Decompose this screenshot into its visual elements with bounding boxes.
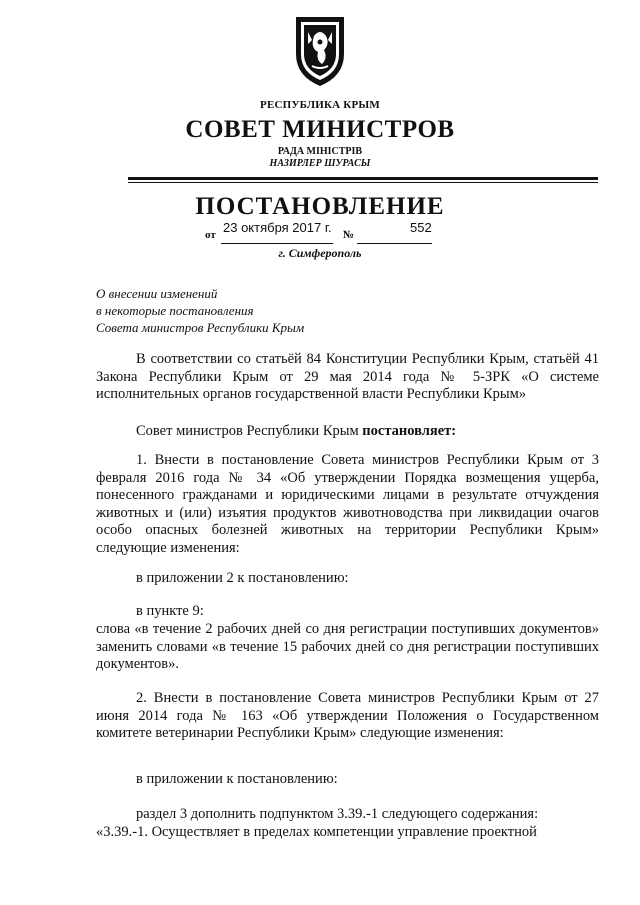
number-blank-line [357, 243, 432, 244]
resolution-heading: ПОСТАНОВЛЕНИЕ [195, 193, 445, 220]
words-change-paragraph: слова «в течение 2 рабочих дней со дня регистрации поступивших документов» заменить словами «в течение 15 рабочих дней со дня регистрации поступивших документов». [96, 621, 599, 672]
appendix-paragraph: в приложении к постановлению: [136, 771, 338, 787]
title-line: О внесении изменений [96, 286, 218, 301]
decree-verb: постановляет: [362, 423, 457, 439]
number-label: № [343, 229, 355, 241]
city: г. Симферополь [278, 246, 362, 260]
decree-subject: Совет министров Республики Крым [136, 423, 363, 439]
header-rule-thick [128, 177, 598, 180]
header-rule-thin [128, 182, 598, 183]
item-1-paragraph: 1. Внести в постановление Совета министров Республики Крым от 3 февраля 2016 года № 34 «Об утверждении Порядка возмещения ущерба, понесенного гражданами и юридическими лицами в результате отчуждения животных и (или) изъятия продуктов животноводства при ликвидации очагов особо опасных болезней животных на территории Республики Крым» следующие изменения: [96, 452, 599, 556]
decree-paragraph [96, 423, 599, 441]
preamble-paragraph: В соответствии со статьёй 84 Конституции Республики Крым, статьёй 41 Закона Республики Крым от 29 мая 2014 года № 5-ЗРК «О системе исполнительных органов государственной власти Республики Крым» [96, 351, 599, 402]
council-name: СОВЕТ МИНИСТРОВ [185, 116, 455, 143]
item-2-paragraph: 2. Внести в постановление Совета министров Республики Крым от 27 июня 2014 года № 163 «Об утверждении Положения о Государственном комитете ветеринарии Республики Крым» следующие изменения: [96, 690, 599, 741]
document-title [96, 285, 304, 336]
quote-paragraph: «3.39.-1. Осуществляет в пределах компетенции управление проектной [96, 824, 537, 840]
date-label: от [205, 229, 216, 241]
republic-name: РЕСПУБЛИКА КРЫМ [260, 99, 380, 111]
council-name-crimean-tatar: НАЗИРЛЕР ШУРАСЫ [269, 158, 371, 169]
title-line: в некоторые постановления [96, 303, 254, 318]
date-blank-line [221, 243, 333, 244]
council-name-ukrainian: РАДА МІНІСТРІВ [277, 146, 363, 157]
crimea-coat-of-arms-icon [292, 14, 348, 88]
clause-9-paragraph: в пункте 9: [136, 603, 204, 619]
appendix-2-paragraph: в приложении 2 к постановлению: [136, 570, 349, 586]
resolution-number: 552 [410, 220, 432, 235]
section-3-paragraph: раздел 3 дополнить подпунктом 3.39.-1 следующего содержания: [136, 806, 539, 822]
title-line: Совета министров Республики Крым [96, 320, 305, 335]
resolution-date: 23 октября 2017 г. [223, 220, 332, 235]
